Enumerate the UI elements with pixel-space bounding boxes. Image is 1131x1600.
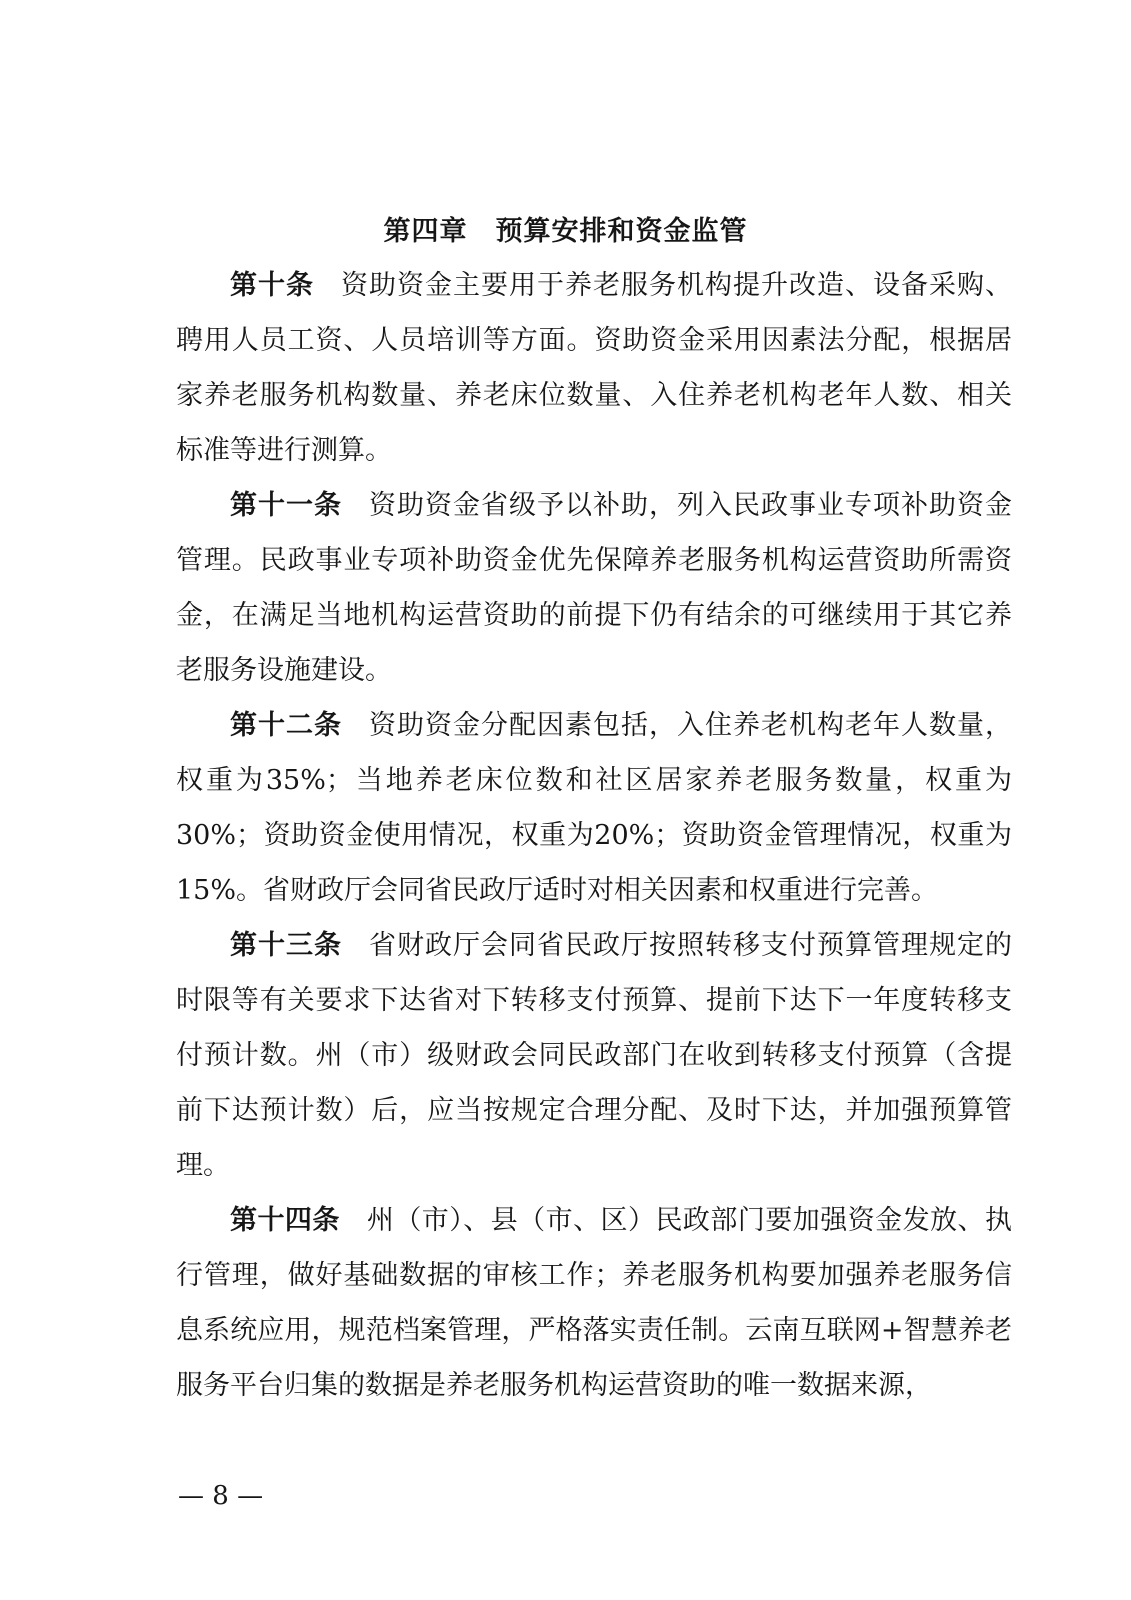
article-12: [176, 698, 1012, 918]
page-number: — 8 —: [178, 1481, 264, 1511]
article-13: [176, 918, 1012, 1193]
article-label: 第十条: [230, 270, 314, 301]
article-label: 第十二条: [230, 710, 342, 741]
article-text: 资助资金主要用于养老服务机构提升改造、设备采购、聘用人员工资、人员培训等方面。资助资金采用因素法分配，根据居家养老服务机构数量、养老床位数量、入住养老机构老年人数、相关标准等进行测算。: [176, 270, 1012, 466]
article-text: 资助资金分配因素包括，入住养老机构老年人数量，权重为35%；当地养老床位数和社区居家养老服务数量，权重为30%；资助资金使用情况，权重为20%；资助资金管理情况，权重为15%。省财政厅会同省民政厅适时对相关因素和权重进行完善。: [176, 710, 1012, 906]
article-11: [176, 478, 1012, 698]
article-label: 第十四条: [230, 1205, 340, 1236]
document-body: [176, 258, 1012, 1413]
article-10: [176, 258, 1012, 478]
chapter-title: 第四章 预算安排和资金监管: [383, 216, 748, 247]
article-text: 州（市）、县（市、区）民政部门要加强资金发放、执行管理，做好基础数据的审核工作；养老服务机构要加强养老服务信息系统应用，规范档案管理，严格落实责任制。云南互联网+智慧养老服务平台归集的数据是养老服务机构运营资助的唯一数据来源，: [176, 1205, 1013, 1401]
article-label: 第十三条: [230, 930, 342, 961]
article-14: [176, 1193, 1012, 1413]
article-label: 第十一条: [230, 490, 342, 521]
article-text: 资助资金省级予以补助，列入民政事业专项补助资金管理。民政事业专项补助资金优先保障养老服务机构运营资助所需资金，在满足当地机构运营资助的前提下仍有结余的可继续用于其它养老服务设施建设。: [176, 490, 1012, 686]
article-text: 省财政厅会同省民政厅按照转移支付预算管理规定的时限等有关要求下达省对下转移支付预算、提前下达下一年度转移支付预计数。州（市）级财政会同民政部门在收到转移支付预算（含提前下达预计数）后，应当按规定合理分配、及时下达，并加强预算管理。: [176, 930, 1012, 1181]
